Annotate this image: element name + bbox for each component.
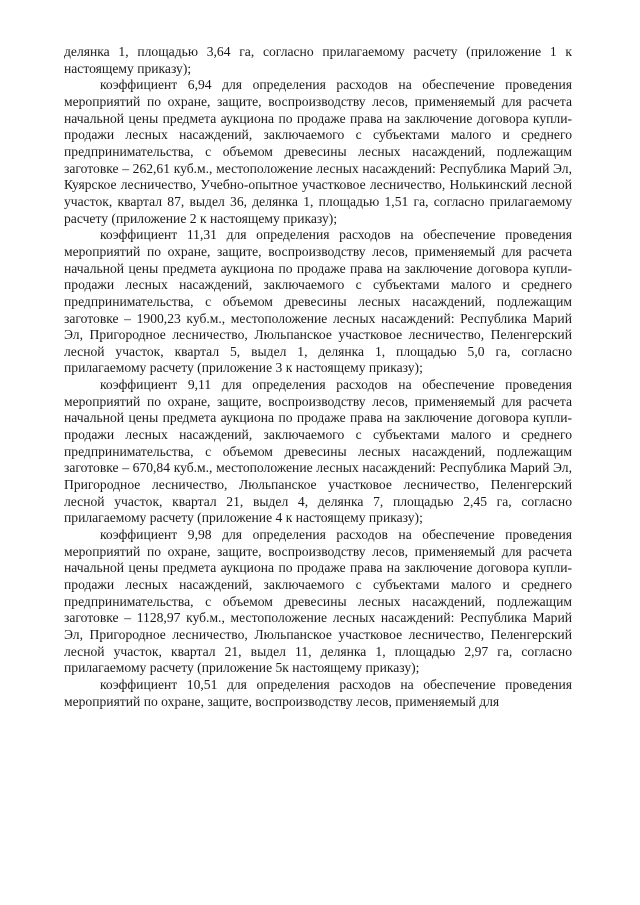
paragraph-coefficient-9-11: коэффициент 9,11 для определения расходов на обеспечение проведения мероприятий по охране, защите, воспроизводству лесов, применяемый для расчета начальной цены предмета аукциона по продаже права на заключение договора купли-продажи лесных насаждений, заключаемого с субъектами малого и среднего предпринимательства, с объемом древесины лесных насаждений, подлежащим заготовке – 670,84 куб.м., местоположение лесных насаждений: Республика Марий Эл, Пригородное лесничество, Люльпанское участковое лесничество, Пеленгерский лесной участок, квартал 21, выдел 4, делянка 7, площадью 2,45 га, согласно прилагаемому расчету (приложение 4 к настоящему приказу); — [64, 377, 572, 526]
document-page — [64, 44, 572, 710]
paragraph-continuation: делянка 1, площадью 3,64 га, согласно прилагаемому расчету (приложение 1 к настоящему приказу); — [64, 44, 572, 76]
paragraph-coefficient-10-51: коэффициент 10,51 для определения расходов на обеспечение проведения мероприятий по охране, защите, воспроизводству лесов, применяемый для — [64, 676, 572, 709]
paragraph-coefficient-6-94: коэффициент 6,94 для определения расходов на обеспечение проведения мероприятий по охране, защите, воспроизводству лесов, применяемый для расчета начальной цены предмета аукциона по продаже права на заключение договора купли-продажи лесных насаждений, заключаемого с субъектами малого и среднего предпринимательства, с объемом древесины лесных насаждений, подлежащим заготовке – 262,61 куб.м., местоположение лесных насаждений: Республика Марий Эл, Куярское лесничество, Учебно-опытное участковое лесничество, Нолькинский лесной участок, квартал 87, выдел 36, делянка 1, площадью 1,51 га, согласно прилагаемому расчету (приложение 2 к настоящему приказу); — [64, 77, 572, 226]
paragraph-coefficient-9-98: коэффициент 9,98 для определения расходов на обеспечение проведения мероприятий по охране, защите, воспроизводству лесов, применяемый для расчета начальной цены предмета аукциона по продаже права на заключение договора купли-продажи лесных насаждений, заключаемого с субъектами малого и среднего предпринимательства, с объемом древесины лесных насаждений, подлежащим заготовке – 1128,97 куб.м., местоположение лесных насаждений: Республика Марий Эл, Пригородное лесничество, Люльпанское участковое лесничество, Пеленгерский лесной участок, квартал 21, выдел 11, делянка 1, площадью 2,97 га, согласно прилагаемому расчету (приложение 5к настоящему приказу); — [64, 527, 572, 676]
paragraph-coefficient-11-31: коэффициент 11,31 для определения расходов на обеспечение проведения мероприятий по охране, защите, воспроизводству лесов, применяемый для расчета начальной цены предмета аукциона по продаже права на заключение договора купли-продажи лесных насаждений, заключаемого с субъектами малого и среднего предпринимательства, с объемом древесины лесных насаждений, подлежащим заготовке – 1900,23 куб.м., местоположение лесных насаждений: Республика Марий Эл, Пригородное лесничество, Люльпанское участковое лесничество, Пеленгерский лесной участок, квартал 5, выдел 1, делянка 1, площадью 5,0 га, согласно прилагаемому расчету (приложение 3 к настоящему приказу); — [64, 227, 572, 376]
